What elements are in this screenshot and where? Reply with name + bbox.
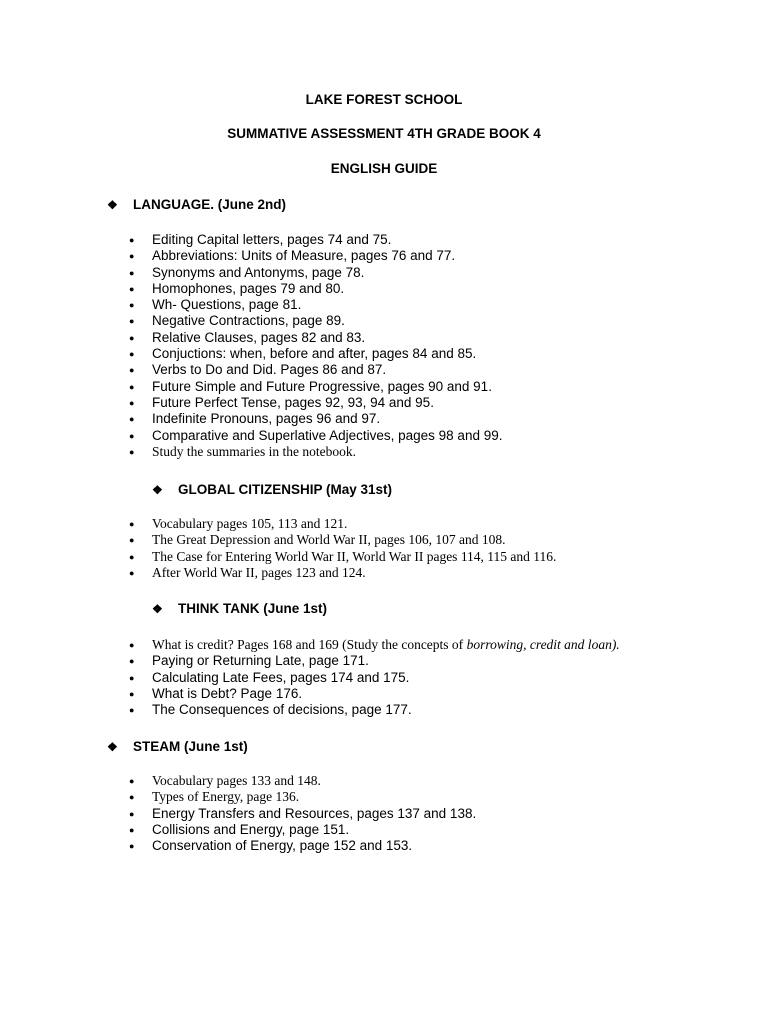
list-item: ● Future Simple and Future Progressive, pages 90 and 91. [129,378,492,394]
list-item: ● After World War II, pages 123 and 124. [129,564,366,580]
bullet-icon: ● [129,300,135,311]
steam-heading-text: STEAM (June 1st) [133,739,248,754]
list-item: ● Verbs to Do and Did. Pages 86 and 87. [129,362,387,378]
bullet-icon: ● [129,414,135,425]
list-item: ● Types of Energy, page 136. [129,789,300,805]
list-item: ● The Consequences of decisions, page 177. [129,702,412,718]
list-item: ● Collisions and Energy, page 151. [129,821,350,837]
list-item: ● What is credit? Pages 168 and 169 (Study the concepts of borrowing, credit and loan). [129,637,620,652]
list-item: ● Relative Clauses, pages 82 and 83. [129,329,366,345]
steam-heading [107,739,248,755]
bullet-icon: ● [129,808,135,819]
bullet-icon: ● [129,688,135,699]
think-tank-heading-text: THINK TANK (June 1st) [178,601,328,616]
language-heading [107,197,286,213]
list-item: ● The Case for Entering World War II, World War II pages 114, 115 and 116. [129,548,557,564]
bullet-icon: ● [129,267,135,278]
steam-list [0,773,476,854]
school-name: LAKE FOREST SCHOOL [305,92,463,107]
bullet-icon: ● [129,705,135,716]
bullet-icon: ● [129,792,135,803]
bullet-icon: ● [129,446,135,457]
list-item: ● Comparative and Superlative Adjectives, pages 98 and 99. [129,427,503,443]
bullet-icon: ● [129,316,135,327]
bullet-icon: ● [129,235,135,245]
list-item: ● Abbreviations: Units of Measure, pages 76 and 77. [129,248,456,264]
bullet-icon: ● [129,535,135,546]
language-heading-text: LANGUAGE. (June 2nd) [133,197,287,212]
diamond-bullet-icon: ❖ [152,602,163,616]
global-citizenship-list [0,516,556,581]
bullet-icon: ● [129,430,135,441]
list-item: ● Calculating Late Fees, pages 174 and 175. [129,669,410,685]
bullet-icon: ● [129,365,135,376]
global-citizenship-heading [152,482,392,498]
bullet-icon: ● [129,381,135,392]
think-tank-heading [152,601,327,617]
language-list [0,232,502,460]
bullet-icon: ● [129,672,135,683]
list-item: ● Energy Transfers and Resources, pages 137 and 138. [129,805,477,821]
bullet-icon: ● [129,397,135,408]
bullet-icon: ● [129,776,135,786]
list-item: ● Vocabulary pages 105, 113 and 121. [129,516,348,531]
bullet-icon: ● [129,824,135,835]
list-item: ● Wh- Questions, page 81. [129,297,302,313]
list-item: ● Homophones, pages 79 and 80. [129,280,345,296]
bullet-icon: ● [129,551,135,562]
bullet-icon: ● [129,251,135,262]
list-item: ● Negative Contractions, page 89. [129,313,345,329]
list-item: ● Editing Capital letters, pages 74 and 75. [129,232,392,247]
list-item: ● Future Perfect Tense, pages 92, 93, 94 and 95. [129,394,434,410]
bullet-icon: ● [129,332,135,343]
list-item: ● Conservation of Energy, page 152 and 153. [129,838,413,854]
guide-title: ENGLISH GUIDE [330,161,438,176]
bullet-icon: ● [129,349,135,360]
diamond-bullet-icon: ❖ [107,198,118,212]
bullet-icon: ● [129,640,135,650]
list-item: ● Study the summaries in the notebook. [129,443,356,459]
bullet-icon: ● [129,519,135,529]
diamond-bullet-icon: ❖ [107,740,118,754]
list-item: ● Vocabulary pages 133 and 148. [129,773,321,788]
bullet-icon: ● [129,283,135,294]
assessment-title: SUMMATIVE ASSESSMENT 4TH GRADE BOOK 4 [227,126,541,141]
list-item: ● Conjuctions: when, before and after, pages 84 and 85. [129,346,477,362]
bullet-icon: ● [129,841,135,852]
list-item: ● What is Debt? Page 176. [129,685,303,701]
bullet-icon: ● [129,567,135,578]
bullet-icon: ● [129,656,135,667]
list-item: ● Indefinite Pronouns, pages 96 and 97. [129,411,381,427]
global-citizenship-heading-text: GLOBAL CITIZENSHIP (May 31st) [178,482,393,497]
think-tank-list [0,637,620,718]
list-item: ● Synonyms and Antonyms, page 78. [129,264,365,280]
list-item: ● The Great Depression and World War II, pages 106, 107 and 108. [129,532,506,548]
diamond-bullet-icon: ❖ [152,483,163,497]
list-item: ● Paying or Returning Late, page 171. [129,653,369,669]
